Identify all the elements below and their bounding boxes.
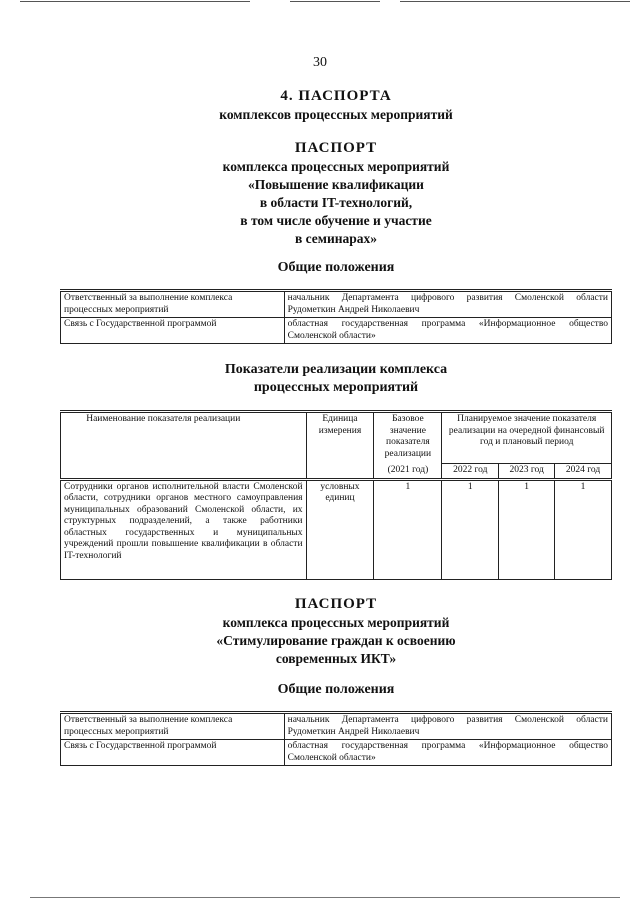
section-title: 4. ПАСПОРТА <box>280 88 392 104</box>
table-row <box>61 291 612 318</box>
col-header-year: 2024 год <box>555 464 612 480</box>
scan-top-edge <box>0 0 640 4</box>
passport2-title-line: «Стимулирование граждан к освоению <box>216 633 456 648</box>
passport1-title-line: «Повышение квалификации <box>248 177 424 192</box>
indicators-table <box>60 410 612 580</box>
indicator-value-2023: 1 <box>499 479 555 579</box>
section-subtitle: комплексов процессных мероприятий <box>219 107 453 122</box>
col-header-planned: Планируемое значение показателя реализации на очередной финансовый год и плановый период <box>442 412 612 464</box>
passport2-general-table <box>60 711 612 766</box>
indicator-unit: условных единиц <box>306 479 374 579</box>
table-row <box>61 713 612 740</box>
col-header-base: Базовое значение показателя реализации <box>374 412 442 464</box>
col-header-unit: Единица измерения <box>306 412 374 480</box>
general-value: начальник Департамента цифрового развития Смоленской области Рудометкин Андрей Николаевич <box>284 291 611 318</box>
indicator-value-2022: 1 <box>442 479 499 579</box>
general-label: Ответственный за выполнение комплекса процессных мероприятий <box>61 291 285 318</box>
table-row <box>61 479 612 579</box>
passport2-title-line: комплекса процессных мероприятий <box>222 615 450 630</box>
col-header-base-year: (2021 год) <box>374 464 442 480</box>
indicators-heading-line: процессных мероприятий <box>253 380 419 395</box>
page-number: 30 <box>313 55 327 70</box>
passport1-title <box>60 158 612 248</box>
passport1-title-line: в том числе обучение и участие <box>240 213 432 228</box>
passport1-general-heading: Общие положения <box>277 260 395 275</box>
indicator-value-2024: 1 <box>555 479 612 579</box>
col-header-name: Наименование показателя реализации <box>61 412 307 480</box>
passport2-heading: ПАСПОРТ <box>294 596 378 612</box>
general-value: начальник Департамента цифрового развития Смоленской области Рудометкин Андрей Николаевич <box>284 713 611 740</box>
general-label: Ответственный за выполнение комплекса процессных мероприятий <box>61 713 285 740</box>
passport1-heading: ПАСПОРТ <box>294 140 378 156</box>
indicators-heading <box>60 361 612 397</box>
indicators-heading-line: Показатели реализации комплекса <box>224 362 448 377</box>
table-row <box>61 740 612 766</box>
general-label: Связь с Государственной программой <box>61 318 285 344</box>
indicator-name: Сотрудники органов исполнительной власти Смоленской области, сотрудники органов местного самоуправления муниципальных образований Смоленской области, их структурных подразделений, а также работники областных государственных и муниципальных учреждений прошли повышение квалификации в области IT-технологий <box>61 479 307 579</box>
passport1-general-table <box>60 289 612 344</box>
col-header-year: 2023 год <box>499 464 555 480</box>
passport2-general-heading: Общие положения <box>277 682 395 697</box>
table-header-row <box>61 412 612 464</box>
passport2-title-line: современных ИКТ» <box>275 651 397 666</box>
passport1-title-line: комплекса процессных мероприятий <box>222 159 450 174</box>
general-value: областная государственная программа «Информационное общество Смоленской области» <box>284 318 611 344</box>
table-row <box>61 318 612 344</box>
general-label: Связь с Государственной программой <box>61 740 285 766</box>
passport1-title-line: в семинарах» <box>294 231 378 246</box>
scan-bottom-edge <box>30 897 620 898</box>
passport1-title-line: в области IT-технологий, <box>259 195 413 210</box>
indicator-base-value: 1 <box>374 479 442 579</box>
passport2-title <box>60 614 612 668</box>
col-header-year: 2022 год <box>442 464 499 480</box>
general-value: областная государственная программа «Информационное общество Смоленской области» <box>284 740 611 766</box>
